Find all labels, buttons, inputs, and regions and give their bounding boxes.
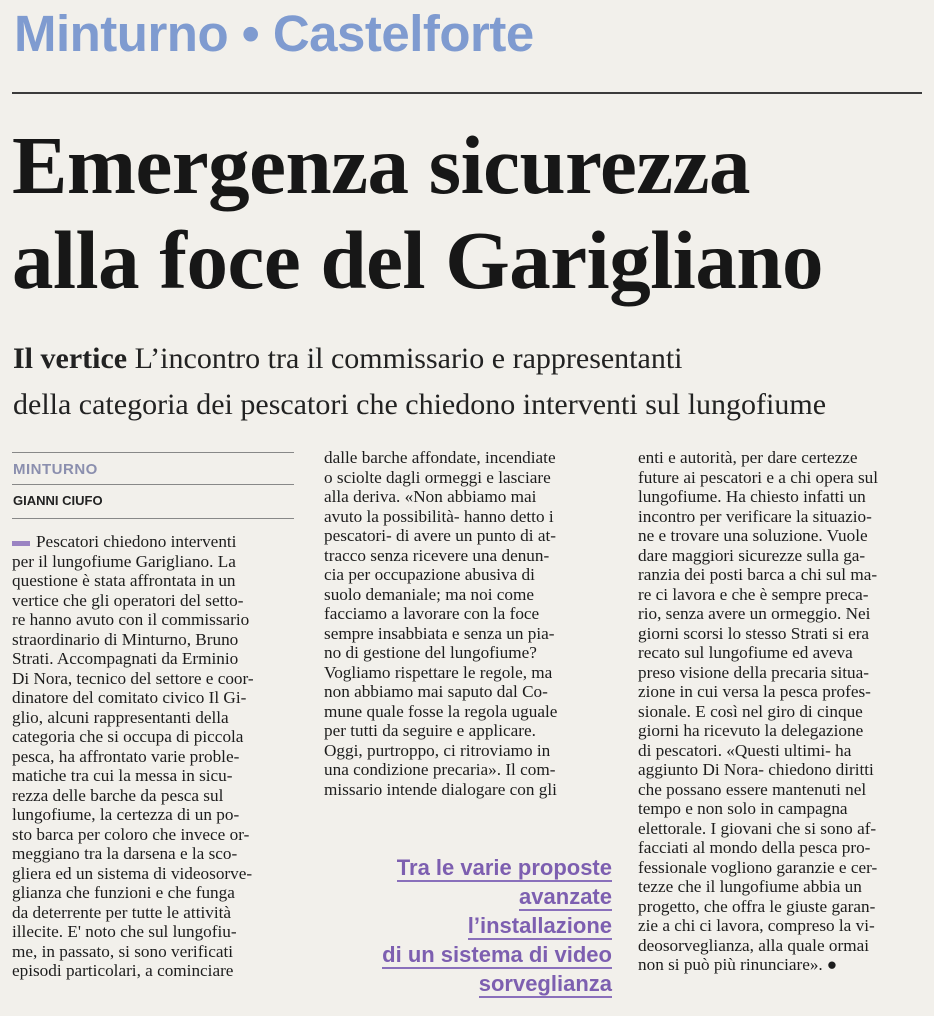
subheadline-line-1 bbox=[13, 336, 928, 382]
article-line bbox=[638, 955, 928, 975]
article-line bbox=[638, 487, 928, 507]
article-line bbox=[638, 448, 928, 468]
pull-quote-line bbox=[330, 911, 612, 940]
article-line bbox=[638, 546, 928, 566]
article-column-3 bbox=[638, 448, 928, 975]
section-separator: • bbox=[241, 5, 260, 62]
article-line bbox=[324, 721, 612, 741]
article-line bbox=[638, 877, 928, 897]
article-line-text: Pescatori chiedono interventi bbox=[36, 532, 237, 551]
article-line bbox=[12, 961, 297, 981]
article-line bbox=[324, 565, 612, 585]
article-line-text: gliera ed un sistema di videosorve- bbox=[12, 863, 253, 883]
article-line-text: deosorveglianza, alla quale ormai bbox=[638, 935, 869, 955]
article-line bbox=[324, 682, 612, 702]
article-line bbox=[324, 448, 612, 468]
article-line bbox=[638, 721, 928, 741]
article-line-text: fessionale vogliono garanzie e cer- bbox=[638, 857, 878, 877]
article-line bbox=[638, 858, 928, 878]
article-line-text: Vogliamo rispettare le regole, ma bbox=[324, 662, 553, 682]
article-line bbox=[12, 883, 297, 903]
article-line bbox=[12, 552, 297, 572]
article-line-text: re hanno avuto con il commissario bbox=[12, 610, 250, 629]
byline-place: MINTURNO bbox=[13, 461, 98, 478]
article-line-text: illecite. E' noto che sul lungofiu- bbox=[12, 922, 237, 941]
article-line bbox=[12, 864, 297, 884]
article-line bbox=[638, 526, 928, 546]
article-line bbox=[12, 727, 297, 747]
article-line bbox=[324, 702, 612, 722]
subheadline-line-2: della categoria dei pescatori che chiedono interventi sul lungofiume bbox=[13, 388, 827, 421]
article-line bbox=[638, 741, 928, 761]
article-line bbox=[12, 630, 297, 650]
article-line bbox=[638, 916, 928, 936]
end-mark: ● bbox=[826, 955, 838, 974]
byline-author: GIANNI CIUFO bbox=[13, 493, 103, 508]
article-line-text: straordinario di Minturno, Bruno bbox=[12, 629, 239, 649]
article-line-text: mune quale fosse la regola uguale bbox=[324, 701, 558, 721]
article-line bbox=[12, 825, 297, 845]
article-line-text: alla deriva. «Non abbiamo mai bbox=[324, 487, 537, 506]
article-line bbox=[638, 468, 928, 488]
article-line bbox=[638, 702, 928, 722]
article-line-text: dare maggiori sicurezze sulla ga- bbox=[638, 545, 866, 565]
article-line-text: zie a chi ci lavora, compreso la vi- bbox=[638, 916, 875, 935]
section-rule bbox=[12, 92, 922, 94]
article-line-text: sempre insabbiata e senza un pia- bbox=[324, 623, 555, 643]
article-line bbox=[638, 799, 928, 819]
article-line bbox=[12, 786, 297, 806]
article-line-text: no di gestione del lungofiume? bbox=[324, 643, 537, 662]
subheadline-line-1-text: L’incontro tra il commissario e rappresentanti bbox=[134, 342, 683, 375]
article-line bbox=[638, 643, 928, 663]
article-line-text: glio, alcuni rappresentanti della bbox=[12, 707, 229, 727]
headline bbox=[12, 118, 927, 308]
lead-marker bbox=[12, 541, 30, 546]
article-line-text: per il lungofiume Garigliano. La bbox=[12, 551, 236, 571]
article-line bbox=[638, 663, 928, 683]
article-line-text: sto barca per coloro che invece or- bbox=[12, 824, 250, 844]
pull-quote-text: Tra le varie proposte bbox=[396, 855, 612, 880]
article-line-text: giorni ha ricevuto la delegazione bbox=[638, 721, 864, 740]
article-line bbox=[12, 669, 297, 689]
article-line bbox=[324, 663, 612, 683]
article-line-text: o sciolte dagli ormeggi e lasciare bbox=[324, 467, 551, 487]
subheadline bbox=[13, 336, 928, 428]
article-line bbox=[12, 766, 297, 786]
article-line-text: per tutti da seguire e applicare. bbox=[324, 721, 536, 740]
article-line bbox=[324, 604, 612, 624]
article-line-text: Oggi, purtroppo, ci ritroviamo in bbox=[324, 740, 551, 760]
article-line-text: meggiano tra la darsena e la sco- bbox=[12, 844, 238, 863]
article-line-text: tezze che il lungofiume abbia un bbox=[638, 877, 862, 896]
pull-quote-text: l’installazione bbox=[467, 913, 612, 938]
article-line-text: rio, senza avere un ormeggio. Nei bbox=[638, 604, 871, 623]
pull-quote-text: sorveglianza bbox=[478, 971, 612, 996]
article-line-text: elettorale. I giovani che si sono af- bbox=[638, 818, 877, 838]
article-line bbox=[638, 760, 928, 780]
article-line bbox=[12, 571, 297, 591]
article-line-text: da deterrente per tutte le attività bbox=[12, 902, 232, 922]
article-line bbox=[324, 507, 612, 527]
article-line bbox=[638, 624, 928, 644]
article-line-text: dinatore del comitato civico Il Gi- bbox=[12, 688, 247, 707]
article-line-text: questione è stata affrontata in un bbox=[12, 571, 236, 590]
article-line bbox=[12, 922, 297, 942]
article-line-text: enti e autorità, per dare certezze bbox=[638, 448, 858, 467]
article-line bbox=[324, 760, 612, 780]
article-line bbox=[638, 897, 928, 917]
article-line-text: pesca, ha affrontato varie proble- bbox=[12, 746, 240, 766]
article-line bbox=[324, 487, 612, 507]
article-line-text: recato sul lungofiume ed aveva bbox=[638, 643, 853, 662]
article-line bbox=[324, 546, 612, 566]
article-line bbox=[324, 526, 612, 546]
article-line-text: facciamo a lavorare con la foce bbox=[324, 604, 540, 623]
section-place-1: Minturno bbox=[14, 5, 229, 62]
article-line bbox=[12, 591, 297, 611]
section-place-2: Castelforte bbox=[272, 5, 534, 62]
article-line-text: missario intende dialogare con gli bbox=[324, 779, 557, 799]
article-line bbox=[638, 936, 928, 956]
article-column-1 bbox=[12, 532, 297, 981]
article-line-text: rezza delle barche da pesca sul bbox=[12, 785, 224, 805]
article-line-text: glianza che funzioni e che funga bbox=[12, 883, 235, 902]
article-line bbox=[324, 624, 612, 644]
article-line-text: non si può più rinunciare». bbox=[638, 955, 823, 974]
article-line bbox=[12, 805, 297, 825]
byline-divider bbox=[12, 484, 294, 485]
article-line bbox=[12, 844, 297, 864]
article-line-text: me, in passato, si sono verificati bbox=[12, 941, 234, 961]
article-line-text: giorni scorsi lo stesso Strati si era bbox=[638, 623, 870, 643]
article-line-text: che possano essere mantenuti nel bbox=[638, 779, 867, 799]
article-line-text: dalle barche affondate, incendiate bbox=[324, 448, 556, 467]
byline-divider bbox=[12, 452, 294, 453]
article-line-text: preso visione della precaria situa- bbox=[638, 662, 869, 682]
article-line bbox=[638, 682, 928, 702]
pull-quote-line bbox=[330, 882, 612, 911]
article-line-text: matiche tra cui la messa in sicu- bbox=[12, 766, 233, 785]
pull-quote-line bbox=[330, 969, 612, 998]
article-line bbox=[638, 780, 928, 800]
article-line-text: cia per occupazione abusiva di bbox=[324, 565, 535, 584]
headline-line-1: Emergenza sicurezza bbox=[12, 119, 750, 211]
article-line-text: una condizione precaria». Il com- bbox=[324, 760, 556, 779]
byline-divider bbox=[12, 518, 294, 519]
article-line-text: suolo demaniale; ma noi come bbox=[324, 584, 535, 604]
article-line-text: aggiunto Di Nora- chiedono diritti bbox=[638, 760, 874, 779]
article-line bbox=[12, 532, 297, 552]
article-line-text: ne e trovare una soluzione. Vuole bbox=[638, 526, 868, 545]
article-line-text: re ci lavora e che è sempre preca- bbox=[638, 584, 869, 604]
article-line-text: di pescatori. «Questi ultimi- ha bbox=[638, 740, 852, 760]
article-line-text: categoria che si occupa di piccola bbox=[12, 727, 244, 746]
article-line bbox=[638, 819, 928, 839]
article-line bbox=[638, 604, 928, 624]
article-line-text: tempo e non solo in campagna bbox=[638, 799, 848, 818]
article-line-text: Di Nora, tecnico del settore e coor- bbox=[12, 668, 254, 688]
article-line bbox=[324, 780, 612, 800]
article-line bbox=[12, 688, 297, 708]
article-line bbox=[324, 643, 612, 663]
article-line bbox=[12, 610, 297, 630]
article-line-text: tracco senza ricevere una denun- bbox=[324, 545, 550, 565]
article-line-text: future ai pescatori e a chi opera sul bbox=[638, 467, 879, 487]
article-line-text: Strati. Accompagnati da Erminio bbox=[12, 649, 239, 668]
article-line bbox=[638, 585, 928, 605]
article-line bbox=[12, 747, 297, 767]
pull-quote-line bbox=[330, 853, 612, 882]
pull-quote-text: avanzate bbox=[519, 884, 612, 909]
article-line-text: pescatori- di avere un punto di at- bbox=[324, 526, 556, 545]
article-line bbox=[638, 838, 928, 858]
article-line-text: episodi particolari, a cominciare bbox=[12, 961, 234, 980]
article-line-text: lungofiume. Ha chiesto infatti un bbox=[638, 487, 866, 506]
pull-quote-text: di un sistema di video bbox=[382, 942, 612, 967]
article-line-text: facciati al mondo della pesca pro- bbox=[638, 838, 871, 857]
article-line bbox=[12, 942, 297, 962]
article-line-text: zione in cui versa la pesca profes- bbox=[638, 682, 871, 701]
article-line-text: non abbiamo mai saputo dal Co- bbox=[324, 682, 548, 701]
article-line-text: sionale. E così nel giro di cinque bbox=[638, 701, 863, 721]
article-line bbox=[324, 585, 612, 605]
article-line-text: avuto la possibilità- hanno detto i bbox=[324, 506, 554, 526]
article-line bbox=[324, 468, 612, 488]
article-line-text: ranzia dei posti barca a chi sul ma- bbox=[638, 565, 878, 584]
article-line bbox=[638, 507, 928, 527]
article-column-2 bbox=[324, 448, 612, 799]
section-header bbox=[14, 5, 534, 62]
article-line-text: progetto, che offra le giuste garan- bbox=[638, 896, 876, 916]
article-line bbox=[12, 649, 297, 669]
article-line bbox=[12, 903, 297, 923]
headline-line-2: alla foce del Garigliano bbox=[12, 214, 823, 306]
article-line-text: incontro per verificare la situazio- bbox=[638, 506, 872, 526]
subheadline-kicker: Il vertice bbox=[13, 342, 128, 375]
article-line bbox=[638, 565, 928, 585]
article-line-text: vertice che gli operatori del setto- bbox=[12, 590, 244, 610]
pull-quote-line bbox=[330, 940, 612, 969]
article-line bbox=[324, 741, 612, 761]
article-line-text: lungofiume, la certezza di un po- bbox=[12, 805, 240, 824]
pull-quote bbox=[330, 853, 612, 998]
article-line bbox=[12, 708, 297, 728]
